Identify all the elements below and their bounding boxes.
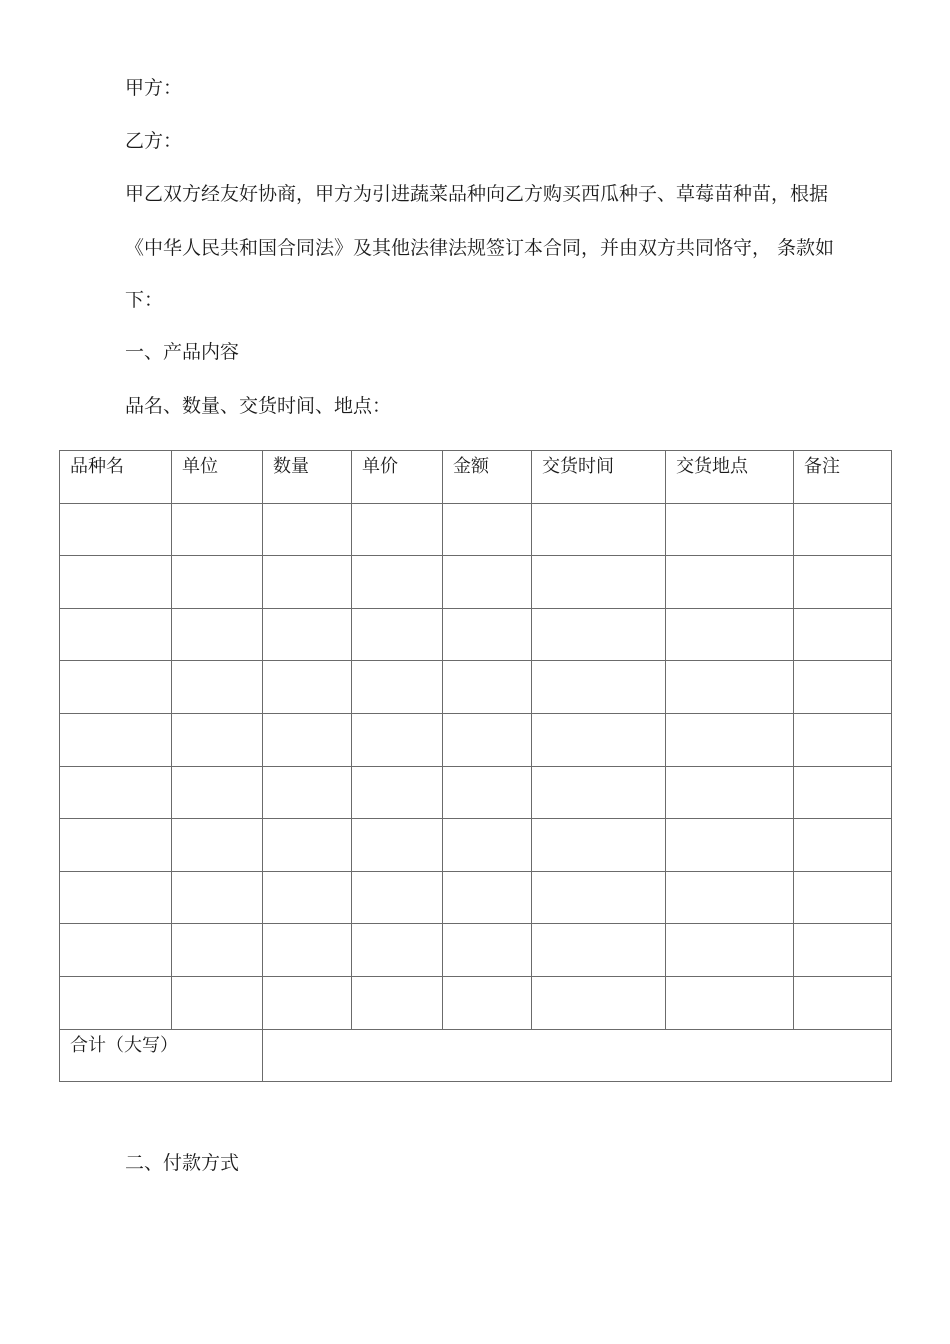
table-cell[interactable] <box>666 661 794 714</box>
table-row <box>60 556 892 609</box>
intro-line-3: 下： <box>125 289 164 311</box>
table-cell[interactable] <box>443 503 532 556</box>
table-row <box>60 713 892 766</box>
table-cell[interactable] <box>794 503 892 556</box>
table-cell[interactable] <box>352 819 443 872</box>
table-cell[interactable] <box>263 924 352 977</box>
table-cell[interactable] <box>532 503 666 556</box>
table-cell[interactable] <box>263 766 352 819</box>
table-cell[interactable] <box>794 766 892 819</box>
header-cell: 数量 <box>263 451 352 504</box>
table-cell[interactable] <box>532 819 666 872</box>
table-cell[interactable] <box>794 976 892 1029</box>
table-cell[interactable] <box>666 976 794 1029</box>
table-cell[interactable] <box>172 713 263 766</box>
table-cell[interactable] <box>352 871 443 924</box>
table-cell[interactable] <box>60 556 172 609</box>
table-cell[interactable] <box>443 766 532 819</box>
table-cell[interactable] <box>794 713 892 766</box>
table-header-row <box>60 451 892 504</box>
table-cell[interactable] <box>532 766 666 819</box>
table-cell[interactable] <box>666 871 794 924</box>
table-cell[interactable] <box>666 819 794 872</box>
table-cell[interactable] <box>532 976 666 1029</box>
table-cell[interactable] <box>532 871 666 924</box>
table-cell[interactable] <box>794 871 892 924</box>
header-cell: 交货时间 <box>532 451 666 504</box>
table-cell[interactable] <box>263 819 352 872</box>
product-table <box>59 450 892 1082</box>
table-cell[interactable] <box>263 608 352 661</box>
table-cell[interactable] <box>172 661 263 714</box>
table-cell[interactable] <box>666 924 794 977</box>
header-cell: 备注 <box>794 451 892 504</box>
table-cell[interactable] <box>60 819 172 872</box>
table-cell[interactable] <box>352 503 443 556</box>
table-cell[interactable] <box>352 924 443 977</box>
table-cell[interactable] <box>60 924 172 977</box>
table-cell[interactable] <box>443 556 532 609</box>
table-cell[interactable] <box>443 661 532 714</box>
table-cell[interactable] <box>60 661 172 714</box>
header-cell: 交货地点 <box>666 451 794 504</box>
table-row <box>60 608 892 661</box>
table-cell[interactable] <box>60 766 172 819</box>
table-cell[interactable] <box>443 713 532 766</box>
table-cell[interactable] <box>532 924 666 977</box>
table-cell[interactable] <box>666 713 794 766</box>
total-value-cell[interactable] <box>263 1029 892 1082</box>
table-cell[interactable] <box>172 556 263 609</box>
header-cell: 品种名 <box>60 451 172 504</box>
party-b-label: 乙方： <box>125 130 183 152</box>
table-row <box>60 661 892 714</box>
table-cell[interactable] <box>352 608 443 661</box>
table-cell[interactable] <box>794 661 892 714</box>
table-cell[interactable] <box>172 503 263 556</box>
section-1-subheading: 品名、数量、交货时间、地点： <box>125 395 392 417</box>
intro-line-2: 《中华人民共和国合同法》及其他法律法规签订本合同，并由双方共同恪守， 条款如 <box>125 237 835 259</box>
table-cell[interactable] <box>532 556 666 609</box>
table-cell[interactable] <box>352 713 443 766</box>
table-cell[interactable] <box>443 608 532 661</box>
table-cell[interactable] <box>352 556 443 609</box>
table-total-row <box>60 1029 892 1082</box>
table-cell[interactable] <box>60 871 172 924</box>
table-cell[interactable] <box>60 713 172 766</box>
table-cell[interactable] <box>794 608 892 661</box>
table-row <box>60 976 892 1029</box>
table-cell[interactable] <box>352 661 443 714</box>
header-cell: 单价 <box>352 451 443 504</box>
table-cell[interactable] <box>60 503 172 556</box>
header-cell: 金额 <box>443 451 532 504</box>
table-cell[interactable] <box>172 976 263 1029</box>
table-cell[interactable] <box>794 819 892 872</box>
table-cell[interactable] <box>532 608 666 661</box>
table-cell[interactable] <box>666 556 794 609</box>
table-row <box>60 924 892 977</box>
table-cell[interactable] <box>263 871 352 924</box>
table-cell[interactable] <box>443 976 532 1029</box>
table-cell[interactable] <box>60 608 172 661</box>
table-cell[interactable] <box>263 556 352 609</box>
header-cell: 单位 <box>172 451 263 504</box>
table-cell[interactable] <box>172 608 263 661</box>
table-cell[interactable] <box>794 924 892 977</box>
table-cell[interactable] <box>794 556 892 609</box>
table-cell[interactable] <box>666 608 794 661</box>
table-cell[interactable] <box>532 661 666 714</box>
table-cell[interactable] <box>263 503 352 556</box>
table-cell[interactable] <box>263 661 352 714</box>
table-cell[interactable] <box>60 976 172 1029</box>
table-cell[interactable] <box>443 871 532 924</box>
table-cell[interactable] <box>352 976 443 1029</box>
table-cell[interactable] <box>263 713 352 766</box>
table-cell[interactable] <box>352 766 443 819</box>
table-cell[interactable] <box>172 924 263 977</box>
party-a-label: 甲方： <box>125 77 183 99</box>
table-row <box>60 871 892 924</box>
intro-line-1: 甲乙双方经友好协商，甲方为引进蔬菜品种向乙方购买西瓜种子、草莓苗种苗，根据 <box>125 183 829 205</box>
table-cell[interactable] <box>666 503 794 556</box>
table-row <box>60 766 892 819</box>
table-cell[interactable] <box>443 819 532 872</box>
table-cell[interactable] <box>172 819 263 872</box>
section-2-heading: 二、付款方式 <box>125 1152 240 1174</box>
table-row <box>60 819 892 872</box>
table-cell[interactable] <box>172 766 263 819</box>
section-1-heading: 一、产品内容 <box>125 341 240 363</box>
table-cell[interactable] <box>532 713 666 766</box>
table-row <box>60 503 892 556</box>
table-cell[interactable] <box>172 871 263 924</box>
table-cell[interactable] <box>263 976 352 1029</box>
table-cell[interactable] <box>666 766 794 819</box>
table-cell[interactable] <box>443 924 532 977</box>
total-label-cell: 合计（大写） <box>60 1029 263 1082</box>
